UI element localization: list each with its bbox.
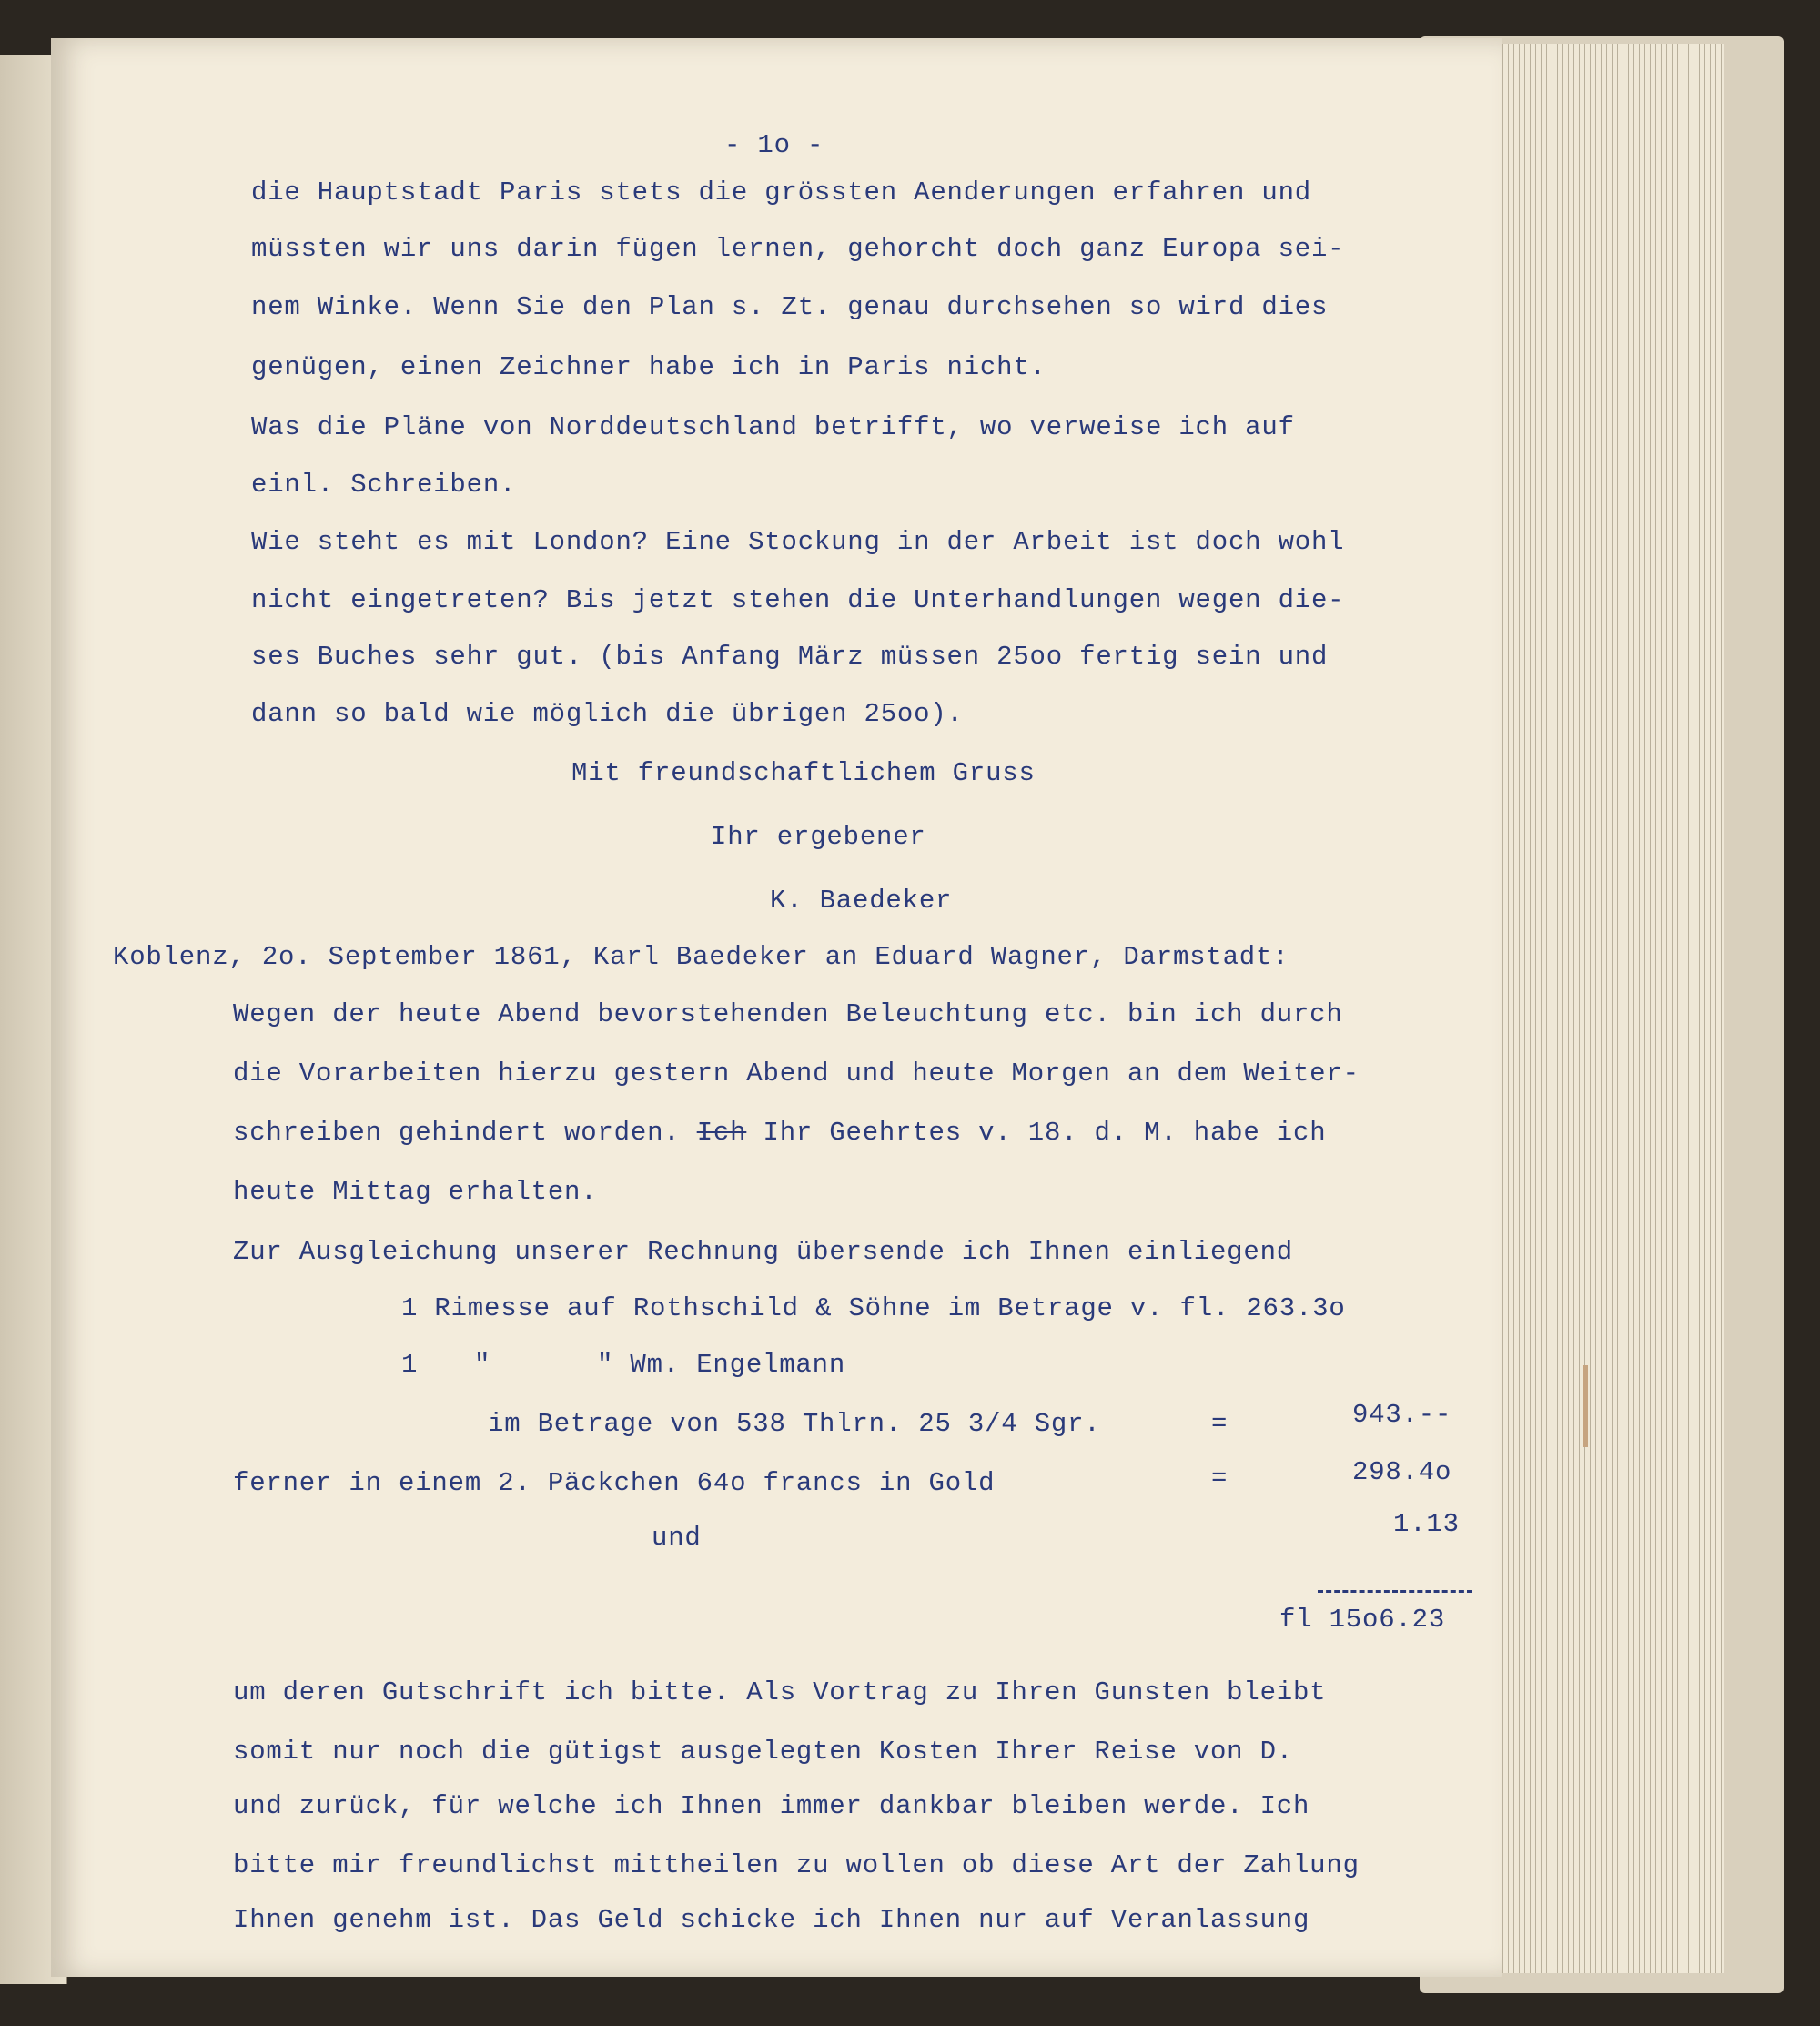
text-line: bitte mir freundlichst mittheilen zu wollen ob diese Art der Zahlung (233, 1850, 1360, 1880)
text-line: nicht eingetreten? Bis jetzt stehen die Unterhandlungen wegen die- (251, 585, 1345, 615)
struck-word: Ich (696, 1118, 747, 1148)
amount-value: 943.-- (1352, 1400, 1452, 1430)
text-line: Wie steht es mit London? Eine Stockung in der Arbeit ist doch wohl (251, 527, 1345, 557)
total-value: fl 15o6.23 (1279, 1605, 1446, 1635)
amount-label: und (652, 1523, 702, 1553)
text-fragment: schreiben gehindert worden. (233, 1118, 681, 1148)
text-line: Wegen der heute Abend bevorstehenden Beleuchtung etc. bin ich durch (233, 999, 1343, 1029)
text-line (233, 1117, 1326, 1150)
text-line: ses Buches sehr gut. (bis Anfang März müssen 25oo fertig sein und (251, 642, 1329, 672)
amount-value: 1.13 (1393, 1509, 1460, 1539)
text-line: Was die Pläne von Norddeutschland betrifft, wo verweise ich auf (251, 412, 1295, 442)
text-line: um deren Gutschrift ich bitte. Als Vortrag zu Ihren Gunsten bleibt (233, 1677, 1327, 1707)
remittance-row: 1 Rimesse auf Rothschild & Söhne im Betrage v. fl. 263.3o (401, 1293, 1346, 1323)
text-line: heute Mittag erhalten. (233, 1177, 598, 1207)
remittance-payee: " Wm. Engelmann (597, 1350, 846, 1380)
document-page (51, 38, 1502, 1977)
text-fragment: Ihr Geehrtes v. 18. d. M. habe ich (763, 1118, 1327, 1148)
page-number: - 1o - (724, 130, 824, 160)
sum-rule (1318, 1590, 1472, 1593)
equals-sign: = (1211, 1409, 1228, 1439)
text-line: müssten wir uns darin fügen lernen, gehorcht doch ganz Europa sei- (251, 234, 1345, 264)
text-line: die Vorarbeiten hierzu gestern Abend und heute Morgen an dem Weiter- (233, 1059, 1360, 1089)
text-line: nem Winke. Wenn Sie den Plan s. Zt. genau durchsehen so wird dies (251, 292, 1329, 322)
text-line: einl. Schreiben. (251, 470, 517, 500)
text-line: genügen, einen Zeichner habe ich in Paris nicht. (251, 352, 1046, 382)
closing-ergebener: Ihr ergebener (711, 822, 926, 852)
page-edges (1492, 44, 1724, 1973)
text-line: dann so bald wie möglich die übrigen 25oo). (251, 699, 964, 729)
text-line: und zurück, für welche ich Ihnen immer dankbar bleiben werde. Ich (233, 1791, 1310, 1821)
ditto-mark: " (474, 1350, 491, 1380)
amount-label: ferner in einem 2. Päckchen 64o francs in Gold (233, 1468, 996, 1498)
equals-sign: = (1211, 1464, 1228, 1494)
amount-label: im Betrage von 538 Thlrn. 25 3/4 Sgr. (488, 1409, 1101, 1439)
text-line: Ihnen genehm ist. Das Geld schicke ich Ihnen nur auf Veranlassung (233, 1905, 1310, 1935)
paper-stain (1583, 1365, 1588, 1447)
signature-name: K. Baedeker (770, 886, 953, 916)
text-line: somit nur noch die gütigst ausgelegten Kosten Ihrer Reise von D. (233, 1737, 1293, 1767)
closing-greeting: Mit freundschaftlichem Gruss (571, 758, 1036, 788)
remittance-count: 1 (401, 1350, 419, 1380)
amount-value: 298.4o (1352, 1457, 1452, 1487)
text-line: Zur Ausgleichung unserer Rechnung übersende ich Ihnen einliegend (233, 1237, 1293, 1267)
text-line: die Hauptstadt Paris stets die grössten Aenderungen erfahren und (251, 177, 1311, 208)
letter-heading: Koblenz, 2o. September 1861, Karl Baedeker an Eduard Wagner, Darmstadt: (113, 942, 1289, 972)
